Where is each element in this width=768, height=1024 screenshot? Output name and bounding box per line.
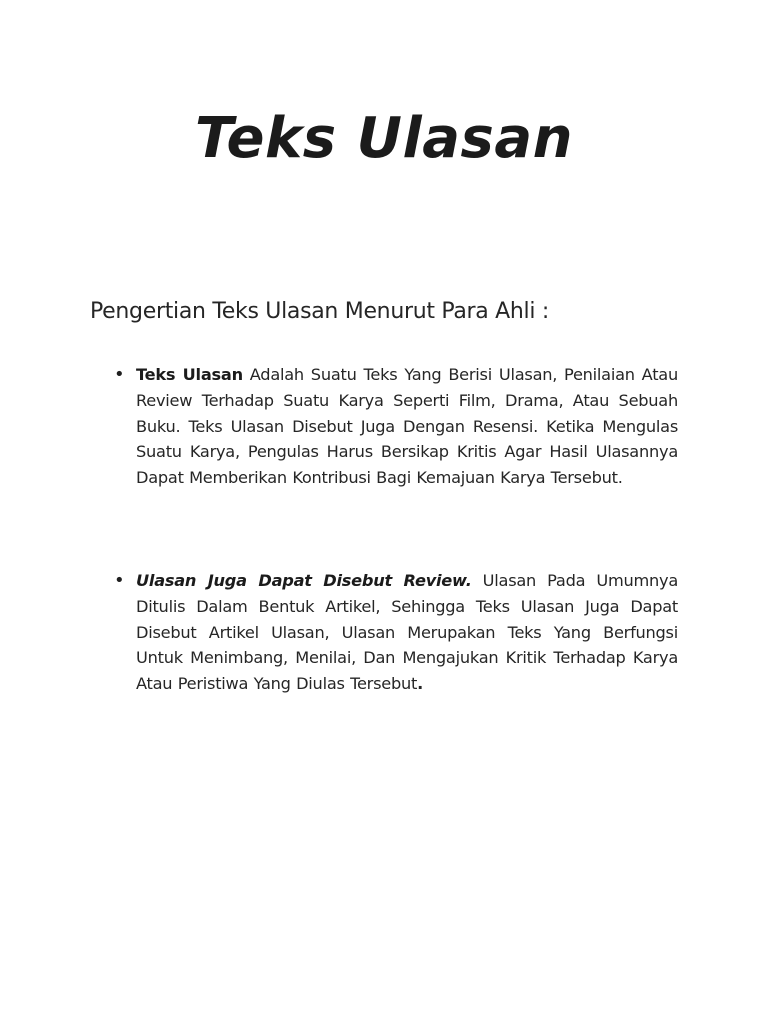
list-item-body: Ulasan Pada Umumnya Ditulis Dalam Bentuk Artikel, Sehingga Teks Ulasan Juga Dapat Disebut Artikel Ulasan, Ulasan Merupakan Teks Yang Berfungsi Untuk Menimbang, Menilai, Dan Mengajukan Kritik Terhadap Karya Atau Peristiwa Yang Diulas Tersebut [136,571,679,694]
list-item-lead: Ulasan Juga Dapat Disebut Review. [136,571,472,590]
bullet-icon: • [114,570,125,591]
section-heading: Pengertian Teks Ulasan Menurut Para Ahli : [90,299,549,324]
bullet-icon: • [114,364,125,385]
list-item-end: . [417,674,423,694]
list-item-text [136,362,678,491]
list-item-text [136,568,678,697]
list-item-body: Adalah Suatu Teks Yang Berisi Ulasan, Penilaian Atau Review Terhadap Suatu Karya Seperti Film, Drama, Atau Sebuah Buku. Teks Ulasan Disebut Juga Dengan Resensi. Ketika Mengulas Suatu Karya, Pengulas Harus Bersikap Kritis Agar Hasil Ulasannya Dapat Memberikan Kontribusi Bagi Kemajuan Karya Tersebut. [136,365,678,488]
list-item-lead: Teks Ulasan [136,365,243,384]
page-title: Teks Ulasan [195,106,573,171]
